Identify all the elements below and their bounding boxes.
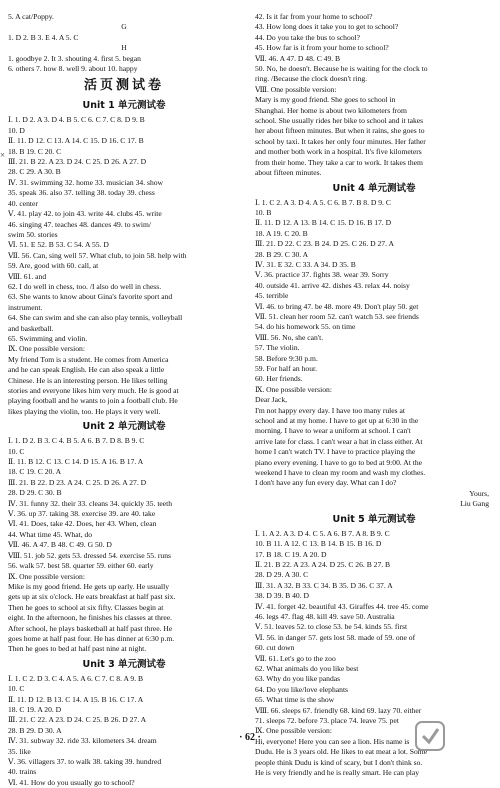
answer-line: Ⅷ. 61. and [8,271,47,281]
answer-line: 45. terrible [255,291,289,301]
answer-line: 40. trains [8,767,37,777]
answer-line: He is very friendly and he is really smart. He can play [255,768,420,778]
answer-line: 57. The violin. [255,343,300,353]
answer-line: 40. outside 41. arrive 42. dishes 43. relax 44. noisy [255,280,410,290]
answer-line: 18. A 19. C 20. B [255,228,308,238]
answer-line: Ⅴ. 41. play 42. to join 43. write 44. clubs 45. write [8,209,162,219]
answer-line: from their home. They take a car to work. It takes them [255,157,423,167]
answer-line: morning. I have to wear a uniform at school. I can't [255,426,411,436]
answer-line: My friend Tom is a student. He comes from America [8,354,169,364]
answer-line: and he can speak English. He can also speak a little [8,365,165,375]
answer-line: 28. D 29. C 30. B [8,488,62,498]
answer-line: 44. What time 45. What, do [8,529,93,539]
answer-line: Ⅵ. 41. Does, take 42. Does, her 43. When, clean [8,519,157,529]
answer-line: 63. She wants to know about Gina's favorite sport and [8,292,173,302]
answer-line: 59. For half an hour. [255,364,318,373]
answer-line: 28. C 29. A 30. B [8,167,61,177]
answer-line: Ⅱ. 11. D 12. A 13. B 14. C 15. D 16. B 17. D [255,218,392,228]
answer-line: playing football and he wants to join a football club. He [8,396,178,406]
answer-line: Ⅴ. 36. practice 37. fights 38. wear 39. Sorry [255,270,389,280]
answer-line: 42. Is it far from your home to school? [255,12,373,21]
answer-line: Ⅲ. 21. C 22. A 23. D 24. C 25. B 26. D 27. A [8,715,147,725]
answer-line: Ⅱ. 11. D 12. B 13. C 14. A 15. B 16. C 17. A [8,694,144,704]
answer-line: Ⅵ. 41. How do you usually go to school? [8,777,135,787]
answer-line: 5. A cat/Poppy. [8,12,54,21]
unit-heading: Unit 3 单元测试卷 [82,658,166,670]
answer-line: Ⅸ. One possible version: [8,344,85,354]
answer-line: Ⅴ. 36. villagers 37. to walk 38. taking 39. hundred [8,757,162,766]
answer-line: Ⅳ. 41. forget 42. beautiful 43. Giraffes 44. tree 45. come [255,601,429,611]
answer-line: 35. speak 36. also 37. telling 38. today 39. chess [8,188,155,198]
page-number: · 62 · [239,732,261,743]
answer-line: 65. What time is the show [255,695,335,705]
answer-line: Ⅸ. One possible version: [8,571,85,581]
answer-line: eight. In the afternoon, he finishes his classes at three. [8,613,173,623]
answer-line: 45. How far is it from your home to school? [255,43,389,53]
answer-line: Ⅶ. 51. clean her room 52. can't watch 53. see friends [255,311,419,321]
answer-line: Ⅴ. 51. leaves 52. to close 53. be 54. kinds 55. first [255,622,408,632]
answer-line: Ⅶ. 46. A 47. B 48. C 49. G 50. D [8,540,112,550]
answer-line: Ⅲ. 31. A 32. B 33. C 34. B 35. D 36. C 37. A [255,580,393,590]
answer-line: Ⅷ. One possible version: [255,84,337,94]
margin-mark: × [0,150,6,160]
answer-line: 1. D 2. B 3. E 4. A 5. C [8,32,79,42]
section-title: 活页测试卷 [83,78,164,94]
answer-line: Ⅱ. 21. B 22. A 23. A 24. D 25. C 26. B 27. B [255,559,391,569]
answer-line: Ⅶ. 56. Can, sing well 57. What club, to join 58. help with [8,250,187,260]
answer-line: Ⅷ. 51. job 52. gets 53. dressed 54. exercise 55. runs [8,550,171,560]
answer-line: Ⅳ. 31. swimming 32. home 33. musician 34. show [8,177,164,187]
answer-line: likes playing the violin, too. He plays it very well. [8,406,161,416]
answer-line: 65. Swimming and violin. [8,333,88,343]
answer-line: 62. I do well in chess, too. /I also do well in chess. [8,281,162,291]
answer-line: swim 50. stories [8,229,58,239]
answer-line: home I can't watch TV. I have to practice playing the [255,447,416,457]
answer-line: Ⅸ. One possible version: [255,384,332,394]
answer-line: Then he goes to bed at half past nine at night. [8,644,147,654]
answer-line: Shanghai. Her home is about two kilometers from [255,105,407,115]
answer-line: 71. sleeps 72. before 73. place 74. leave 75. pet [255,716,399,725]
answer-line: Ⅲ. 21. B 22. D 23. A 24. C 25. D 26. A 27. D [8,477,147,487]
answer-line: arrive late for class. I can't wear a hat in class either. At [255,436,423,446]
answer-line: 10. C [8,446,25,456]
answer-line: weekend I have to clean my room and wash my clothes. [255,468,426,478]
answer-line: 18. B 19. C 20. C [8,146,62,156]
answer-line: 10. C [8,684,25,694]
answer-line: Mary is my good friend. She goes to school in [255,95,396,105]
answer-line: Chinese. He is an interesting person. He likes telling [8,375,168,385]
answer-line: H [121,43,127,53]
answer-line: instrument. [8,302,43,312]
answer-line: Ⅱ. 11. B 12. C 13. C 14. D 15. A 16. B 17. A [8,457,144,467]
answer-line: 60. cut down [255,643,295,653]
answer-line: Ⅵ. 46. to bring 47. be 48. more 49. Don't play 50. get [255,301,419,311]
answer-line: Ⅴ. 36. up 37. taking 38. exercise 39. are 40. take [8,509,156,519]
answer-line: Ⅶ. 46. A 47. D 48. C 49. B [255,53,341,63]
answer-line: 28. B 29. D 30. A [8,725,62,735]
answer-line: Ⅰ. 1. D 2. B 3. C 4. B 5. A 6. B 7. D 8. B 9. C [8,436,145,446]
answer-line: 60. Her friends. [255,374,303,384]
answer-line: Yours, [469,488,489,498]
answer-line: 10. B [255,207,272,217]
answer-line: Liu Gang [460,499,489,509]
answer-line: 62. What animals do you like best [255,663,359,673]
answer-line: Dudu. He is 3 years old. He likes to eat meat a lot. Some [255,747,428,757]
answer-line: 44. Do you take the bus to school? [255,32,361,42]
answer-line: 50. No, he doesn't. Because he is waiting for the clock to [255,64,428,74]
answer-line: 18. C 19. A 20. D [8,704,62,714]
answer-line: her about fifteen minutes. But when it rains, she goes to [255,126,425,136]
watermark-logo [414,718,494,754]
answer-line: 10. D [8,125,25,135]
answer-line: Ⅶ. 61. Let's go to the zoo [255,653,336,663]
answer-line: 58. Before 9:30 p.m. [255,353,318,363]
answer-line: Ⅰ. 1. C 2. A 3. D 4. A 5. C 6. B 7. B 8. D 9. C [255,197,391,207]
answer-line: 35. like [8,746,31,756]
answer-line: Ⅲ. 21. D 22. C 23. B 24. D 25. C 26. D 27. A [255,239,394,249]
answer-line: and mother both work in a hospital. It's five kilometers [255,147,422,157]
unit-heading: Unit 4 单元测试卷 [332,182,416,194]
answer-line: 38. D 39. B 40. D [255,591,310,601]
answer-line: school. She usually rides her bike to school and it takes [255,116,424,126]
answer-line: gets up at six o'clock. He eats breakfast at half past six. [8,592,176,602]
unit-heading: Unit 1 单元测试卷 [82,100,166,112]
answer-line: school by taxi. It takes her only four minutes. Her father [255,136,426,146]
watermark-icon [414,718,494,754]
answer-line: Ⅷ. 56. No, she can't. [255,332,324,342]
answer-line: 54. do his homework 55. on time [255,322,356,332]
answer-line: school and at my home. I have to get up at 6:30 in the [255,416,419,426]
answer-line: I'm not happy every day. I have too many rules at [255,405,405,415]
answer-line: 28. B 29. C 30. A [255,249,309,259]
answer-line: I don't have any fun every day. What can I do? [255,478,397,488]
answer-line: 56. walk 57. best 58. quarter 59. either 60. early [8,561,154,571]
answer-line: Ⅱ. 11. D 12. C 13. A 14. C 15. D 16. C 17. B [8,136,144,146]
answer-line: 43. How long does it take you to get to school? [255,22,399,32]
answer-line: Ⅳ. 31. funny 32. their 33. cleans 34. quickly 35. teeth [8,498,173,508]
answer-line: 64. She can swim and she can also play tennis, volleyball [8,313,183,323]
answer-line: Ⅷ. 66. sleeps 67. friendly 68. kind 69. lazy 70. either [255,705,422,715]
answer-line: 10. B 11. A 12. C 13. B 14. B 15. B 16. D [255,539,382,549]
answer-line: goes home at half past four. He has dinner at 6:30 p.m. [8,633,175,643]
answer-line: Ⅲ. 21. B 22. A 23. D 24. C 25. D 26. A 27. D [8,157,147,167]
answer-line: Ⅵ. 56. in danger 57. gets lost 58. made of 59. one of [255,632,416,642]
answer-line: about fifteen minutes. [255,168,322,178]
answer-line: 6. others 7. how 8. well 9. about 10. happy [8,64,138,74]
answer-line: piano every evening. I have to go to bed at 9:00. At the [255,457,423,467]
answer-line: and basketball. [8,323,54,333]
answer-line: Dear Jack, [255,395,288,405]
answer-line: 64. Do you like/love elephants [255,684,349,694]
answer-line: 1. goodbye 2. It 3. shouting 4. first 5. began [8,53,141,63]
answer-line: Ⅰ. 1. A 2. A 3. D 4. C 5. A 6. B 7. A 8. B 9. C [255,528,390,538]
answer-line: 18. C 19. C 20. A [8,467,62,477]
answer-line: 46. singing 47. teaches 48. dances 49. to swim/ [8,219,151,229]
answer-line: Ⅳ. 31. subway 32. ride 33. kilometers 34. dream [8,736,157,746]
answer-line: Then he goes to school at six fifty. Classes begin at [8,602,164,612]
answer-line: G [121,22,127,32]
answer-line: 17. B 18. C 19. A 20. D [255,549,327,559]
answer-line: 46. legs 47. flag 48. kill 49. save 50. Australia [255,611,395,621]
answer-line: After school, he plays basketball at half past three. He [8,623,173,633]
answer-line: Ⅰ. 1. D 2. A 3. D 4. B 5. C 6. C 7. C 8. D 9. B [8,115,145,125]
answer-line: stories and everyone likes him very much. He is good at [8,386,179,395]
answer-line: 40. center [8,198,38,208]
answer-line: Mike is my good friend. He gets up early. He usually [8,581,170,591]
answer-line: people think Dudu is kind of scary, but I don't think so. [255,757,423,767]
answer-line: 63. Why do you like pandas [255,674,341,684]
right-column [255,12,493,778]
answer-line: ring. /Because the clock doesn't ring. [255,74,368,84]
answer-line: Ⅵ. 51. E 52. B 53. C 54. A 55. D [8,240,109,250]
answer-line: Hi, everyone! Here you can see a lion. His name is [255,736,410,746]
answer-line: 59. Are, good with 60. call, at [8,261,99,271]
left-column [8,12,240,788]
answer-line: Ⅸ. One possible version: [255,726,332,736]
unit-heading: Unit 5 单元测试卷 [332,513,416,525]
answer-line: Ⅳ. 31. E 32. C 33. A 34. D 35. B [255,259,356,269]
answer-line: Ⅰ. 1. C 2. D 3. C 4. A 5. A 6. C 7. C 8. A 9. B [8,673,144,683]
answer-line: 28. D 29. A 30. C [255,570,309,580]
unit-heading: Unit 2 单元测试卷 [82,421,166,433]
